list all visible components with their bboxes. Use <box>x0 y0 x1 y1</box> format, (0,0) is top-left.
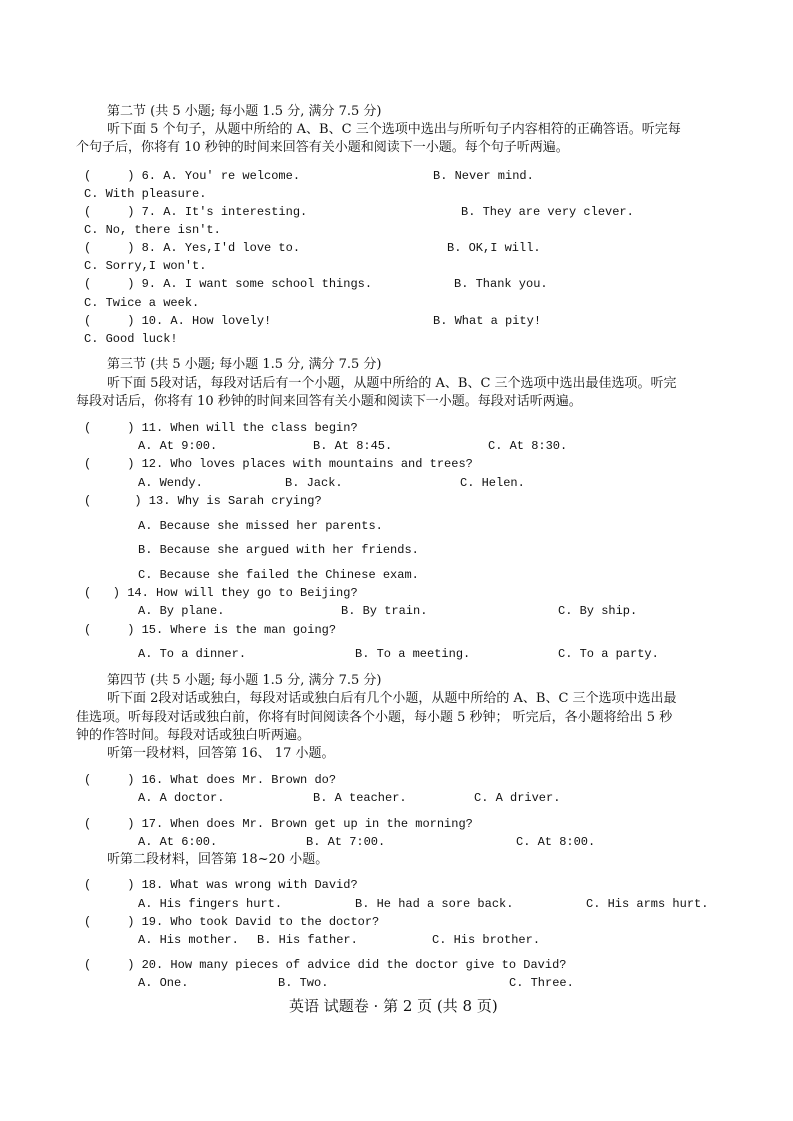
q6-option-c: C. With pleasure. <box>84 187 207 201</box>
q6-option-b: B. Never mind. <box>433 169 534 183</box>
q8-stem: ( ) 8. A. Yes,I'd love to. <box>84 241 301 255</box>
q14-option-b: B. By train. <box>341 604 428 618</box>
q17-option-a: A. At 6:00. <box>138 835 218 849</box>
q19-stem: ( ) 19. Who took David to the doctor? <box>84 915 380 929</box>
q10-stem: ( ) 10. A. How lovely! <box>84 314 272 328</box>
q19-option-a: A. His mother. <box>138 933 239 947</box>
q7-option-b: B. They are very clever. <box>461 205 634 219</box>
q20-option-a: A. One. <box>138 976 189 990</box>
q11-option-c: C. At 8:30. <box>488 439 568 453</box>
q15-option-b: B. To a meeting. <box>355 647 471 661</box>
q20-option-b: B. Two. <box>278 976 329 990</box>
q9-option-c: C. Twice a week. <box>84 296 200 310</box>
q13-stem: ( ) 13. Why is Sarah crying? <box>84 494 322 508</box>
q18-option-b: B. He had a sore back. <box>355 897 514 911</box>
q8-option-b: B. OK,I will. <box>447 241 541 255</box>
q12-stem: ( ) 12. Who loves places with mountains and trees? <box>84 457 473 471</box>
q7-stem: ( ) 7. A. It's interesting. <box>84 205 308 219</box>
q16-stem: ( ) 16. What does Mr. Brown do? <box>84 773 337 787</box>
q9-option-b: B. Thank you. <box>454 277 548 291</box>
section4-intro-line3: 钟的作答时间。每段对话或独白听两遍。 <box>76 728 311 743</box>
q12-option-b: B. Jack. <box>285 476 343 490</box>
q10-option-b: B. What a pity! <box>433 314 542 328</box>
q16-option-a: A. A doctor. <box>138 791 225 805</box>
section4-heading: 第四节 (共 5 小题; 每小题 1.5 分, 满分 7.5 分) <box>107 673 382 688</box>
q8-option-c: C. Sorry,I won't. <box>84 259 207 273</box>
q9-stem: ( ) 9. A. I want some school things. <box>84 277 373 291</box>
q14-option-c: C. By ship. <box>558 604 638 618</box>
section4-part2-label: 听第二段材料，回答第 18~20 小题。 <box>107 852 329 867</box>
q10-option-c: C. Good luck! <box>84 332 178 346</box>
section3-intro-line1: 听下面 5段对话，每段对话后有一个小题，从题中所给的 A、B、C 三个选项中选出最佳选项。听完 <box>107 376 677 391</box>
q17-stem: ( ) 17. When does Mr. Brown get up in the morning? <box>84 817 473 831</box>
section4-intro-line1: 听下面 2段对话或独白，每段对话或独白后有几个小题，从题中所给的 A、B、C 三个选项中选出最 <box>107 691 677 706</box>
q11-option-a: A. At 9:00. <box>138 439 218 453</box>
section4-intro-line2: 佳选项。听每段对话或独白前，你将有时间阅读各个小题，每小题 5 秒钟； 听完后，各小题将给出 5 秒 <box>76 710 673 725</box>
q20-stem: ( ) 20. How many pieces of advice did the doctor give to David? <box>84 958 567 972</box>
q18-stem: ( ) 18. What was wrong with David? <box>84 878 358 892</box>
q17-option-b: B. At 7:00. <box>306 835 386 849</box>
section3-intro-line2: 每段对话后，你将有 10 秒钟的时间来回答有关小题和阅读下一小题。每段对话听两遍。 <box>76 394 582 409</box>
q12-option-a: A. Wendy. <box>138 476 203 490</box>
q15-option-a: A. To a dinner. <box>138 647 247 661</box>
q16-option-b: B. A teacher. <box>313 791 407 805</box>
q18-option-a: A. His fingers hurt. <box>138 897 283 911</box>
q7-option-c: C. No, there isn't. <box>84 223 221 237</box>
q17-option-c: C. At 8:00. <box>516 835 596 849</box>
q19-option-c: C. His brother. <box>432 933 541 947</box>
q13-option-c: C. Because she failed the Chinese exam. <box>138 568 419 582</box>
q11-option-b: B. At 8:45. <box>313 439 393 453</box>
q20-option-c: C. Three. <box>509 976 574 990</box>
q18-option-c: C. His arms hurt. <box>586 897 709 911</box>
section4-part1-label: 听第一段材料，回答第 16、 17 小题。 <box>107 746 335 761</box>
q15-stem: ( ) 15. Where is the man going? <box>84 623 337 637</box>
q11-stem: ( ) 11. When will the class begin? <box>84 421 358 435</box>
q14-stem: ( ) 14. How will they go to Beijing? <box>84 586 358 600</box>
q19-option-b: B. His father. <box>257 933 358 947</box>
section3-heading: 第三节 (共 5 小题; 每小题 1.5 分, 满分 7.5 分) <box>107 357 382 372</box>
section2-intro-line1: 听下面 5 个句子，从题中所给的 A、B、C 三个选项中选出与所听句子内容相符的正确答语。听完每 <box>107 122 681 137</box>
q15-option-c: C. To a party. <box>558 647 659 661</box>
q16-option-c: C. A driver. <box>474 791 561 805</box>
q6-stem: ( ) 6. A. You' re welcome. <box>84 169 301 183</box>
q13-option-a: A. Because she missed her parents. <box>138 519 383 533</box>
section2-intro-line2: 个句子后，你将有 10 秒钟的时间来回答有关小题和阅读下一小题。每个句子听两遍。 <box>76 140 569 155</box>
page-footer: 英语 试题卷 · 第 2 页 (共 8 页) <box>289 997 498 1015</box>
q14-option-a: A. By plane. <box>138 604 225 618</box>
q12-option-c: C. Helen. <box>460 476 525 490</box>
q13-option-b: B. Because she argued with her friends. <box>138 543 419 557</box>
section2-heading: 第二节 (共 5 小题; 每小题 1.5 分, 满分 7.5 分) <box>107 104 382 119</box>
